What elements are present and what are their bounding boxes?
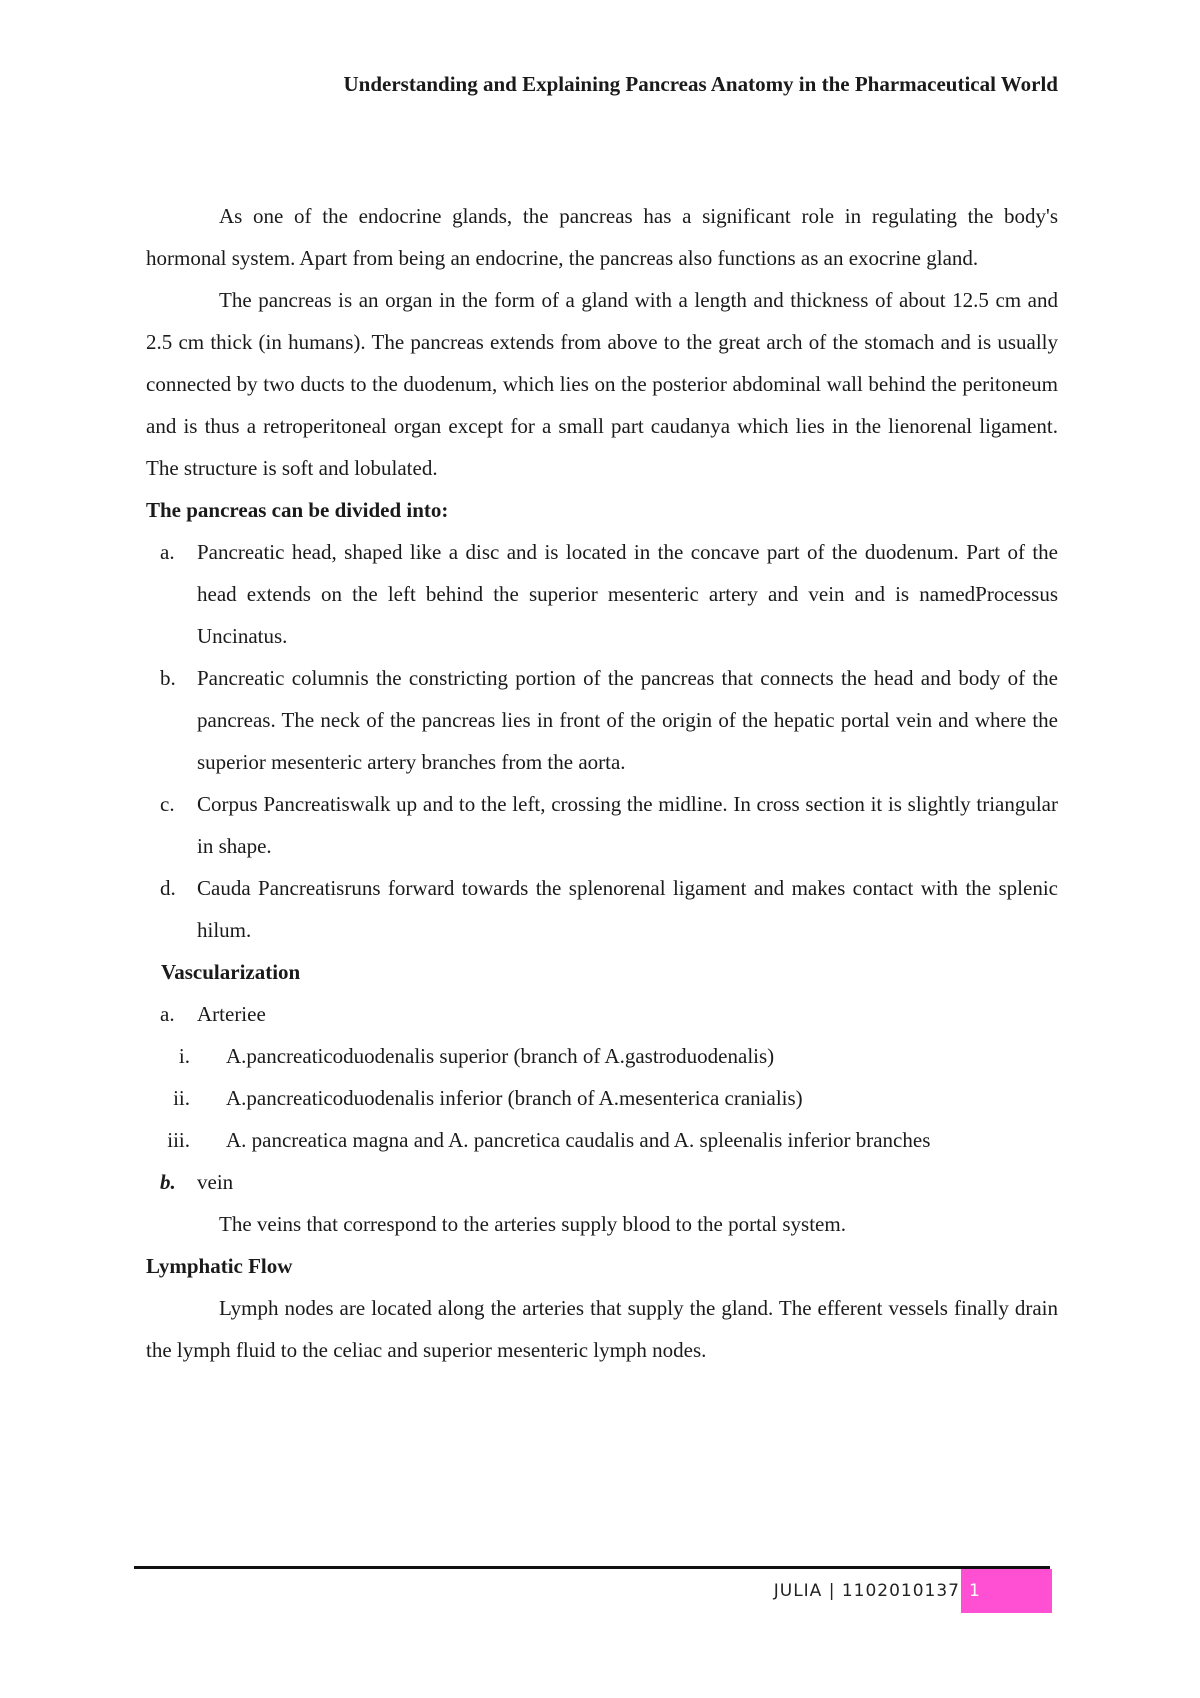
arteries-label: Arteriee	[197, 1002, 266, 1026]
list-marker: b.	[160, 666, 176, 690]
list-item-text: Corpus Pancreatiswalk up and to the left, crossing the midline. In cross section it is slightly triangular in shape.	[197, 792, 1058, 858]
page-number: 1	[969, 1581, 980, 1601]
intro-paragraph-1: As one of the endocrine glands, the pancreas has a significant role in regulating the body's hormonal system. Apart from being an endocrine, the pancreas also functions as an exocrine gland.	[146, 204, 1058, 270]
vein-description: The veins that correspond to the arteries supply blood to the portal system.	[219, 1212, 846, 1236]
divisions-list	[146, 531, 1058, 951]
sub-list-item	[146, 1035, 1058, 1077]
vein-label: vein	[197, 1170, 234, 1194]
list-item	[146, 531, 1058, 657]
sub-list-item-text: A. pancreatica magna and A. pancretica caudalis and A. spleenalis inferior branches	[226, 1128, 931, 1152]
list-item	[146, 657, 1058, 783]
sub-list-item-text: A.pancreaticoduodenalis superior (branch of A.gastroduodenalis)	[226, 1044, 775, 1068]
list-item-text: Cauda Pancreatisruns forward towards the splenorenal ligament and makes contact with the splenic hilum.	[197, 876, 1058, 942]
intro-paragraph-2: The pancreas is an organ in the form of a gland with a length and thickness of about 12.5 cm and 2.5 cm thick (in humans). The pancreas extends from above to the great arch of the stomach and is usually connected by two ducts to the duodenum, which lies on the posterior abdominal wall behind the peritoneum and is thus a retroperitoneal organ except for a small part caudanya which lies in the lienorenal ligament. The structure is soft and lobulated.	[146, 288, 1058, 480]
lymphatic-heading: Lymphatic Flow	[146, 1254, 293, 1278]
running-header-title: Understanding and Explaining Pancreas Anatomy in the Pharmaceutical World	[343, 72, 1058, 96]
sub-list-item	[146, 1077, 1058, 1119]
list-marker: c.	[160, 792, 175, 816]
list-marker: d.	[160, 876, 176, 900]
vein-item	[146, 1161, 1058, 1203]
list-marker: a.	[160, 540, 175, 564]
lymphatic-paragraph: Lymph nodes are located along the arteries that supply the gland. The efferent vessels finally drain the lymph fluid to the celiac and superior mesenteric lymph nodes.	[146, 1296, 1058, 1362]
sub-list-item-text: A.pancreaticoduodenalis inferior (branch of A.mesenterica cranialis)	[226, 1086, 803, 1110]
list-item-text: Pancreatic head, shaped like a disc and is located in the concave part of the duodenum. Part of the head extends on the left behind the superior mesenteric artery and vein and is namedProcessus Uncinatus.	[197, 540, 1058, 648]
arteries-sublist	[146, 1035, 1058, 1161]
divisions-heading: The pancreas can be divided into:	[146, 498, 449, 522]
roman-marker: ii.	[173, 1086, 190, 1110]
list-item	[146, 867, 1058, 951]
arteries-item	[146, 993, 1058, 1035]
document-body	[146, 195, 1058, 1371]
sub-list-item	[146, 1119, 1058, 1161]
list-item-text: Pancreatic columnis the constricting portion of the pancreas that connects the head and body of the pancreas. The neck of the pancreas lies in front of the origin of the hepatic portal vein and where the superior mesenteric artery branches from the aorta.	[197, 666, 1058, 774]
page-number-badge	[961, 1569, 1052, 1613]
footer-author-id: JULIA | 1102010137	[773, 1581, 960, 1601]
vascularization-heading: Vascularization	[161, 960, 301, 984]
roman-marker: i.	[178, 1044, 190, 1068]
list-marker: b.	[160, 1170, 176, 1194]
roman-marker: iii.	[167, 1128, 190, 1152]
list-item	[146, 783, 1058, 867]
footer-divider	[134, 1566, 1050, 1569]
list-marker: a.	[160, 1002, 175, 1026]
